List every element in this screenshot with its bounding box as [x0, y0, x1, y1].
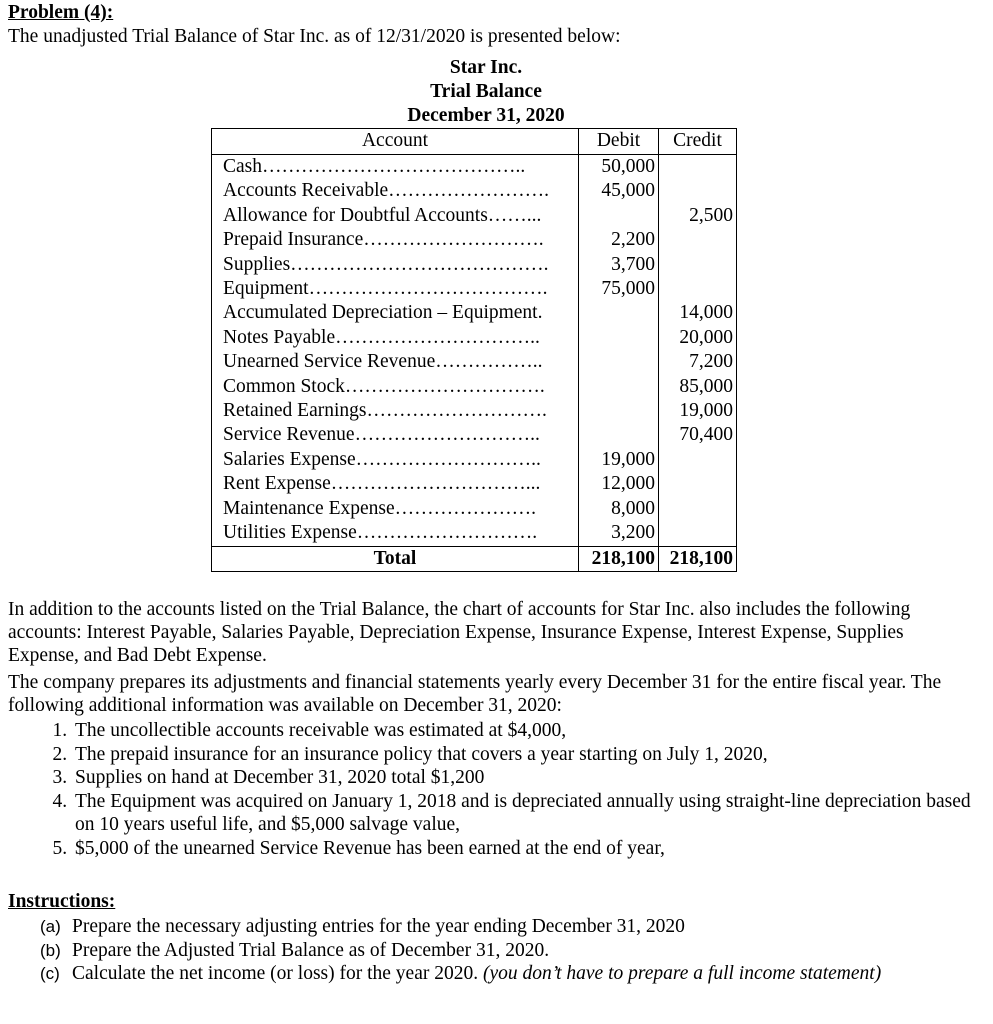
debit-amount [579, 326, 659, 350]
credit-amount: 14,000 [659, 301, 737, 325]
debit-amount: 12,000 [579, 472, 659, 496]
list-item: 4. The Equipment was acquired on January 1, 2018 and is depreciated annually using straight-line depreciation based on 10 years useful life, and $5,000 salvage value, [72, 790, 972, 837]
instruction-item [40, 915, 881, 939]
table-row [212, 448, 737, 472]
table-row [212, 423, 737, 447]
account-name: Common Stock…………………………. [212, 375, 579, 399]
debit-amount: 3,700 [579, 253, 659, 277]
debit-amount [579, 423, 659, 447]
account-name: Unearned Service Revenue…………….. [212, 350, 579, 374]
table-row [212, 375, 737, 399]
credit-amount [659, 448, 737, 472]
total-credit: 218,100 [659, 546, 737, 571]
company-info-paragraph: The company prepares its adjustments and financial statements yearly every December 31 for the entire fiscal year. The following additional information was available on December 31, 2020: [8, 672, 942, 716]
credit-amount [659, 253, 737, 277]
table-row [212, 399, 737, 423]
account-name: Salaries Expense……………………….. [212, 448, 579, 472]
table-row [212, 204, 737, 228]
credit-amount [659, 472, 737, 496]
debit-amount [579, 204, 659, 228]
table-row [212, 277, 737, 301]
account-name: Rent Expense…………………………... [212, 472, 579, 496]
credit-amount [659, 155, 737, 180]
debit-amount: 19,000 [579, 448, 659, 472]
table-header-row [212, 129, 737, 155]
credit-amount: 85,000 [659, 375, 737, 399]
list-item: 2. The prepaid insurance for an insurance policy that covers a year starting on July 1, 2020, [72, 743, 972, 767]
instruction-text: Prepare the necessary adjusting entries for the year ending December 31, 2020 [72, 916, 685, 937]
credit-amount [659, 179, 737, 203]
credit-amount [659, 521, 737, 546]
debit-amount [579, 350, 659, 374]
list-item: 1. The uncollectible accounts receivable was estimated at $4,000, [72, 719, 972, 743]
table-row [212, 228, 737, 252]
total-row [212, 546, 737, 571]
account-name: Maintenance Expense…………………. [212, 497, 579, 521]
instructions-list [40, 915, 881, 986]
list-item: 3. Supplies on hand at December 31, 2020 total $1,200 [72, 766, 972, 790]
instruction-note: (you don’t have to prepare a full income statement) [483, 963, 882, 984]
column-header-account: Account [212, 129, 579, 155]
debit-amount: 8,000 [579, 497, 659, 521]
problem-title: Problem (4): [8, 2, 114, 23]
account-name: Prepaid Insurance………………………. [212, 228, 579, 252]
credit-amount [659, 228, 737, 252]
instruction-label: (a) [40, 917, 61, 936]
credit-amount: 7,200 [659, 350, 737, 374]
credit-amount: 19,000 [659, 399, 737, 423]
credit-amount: 2,500 [659, 204, 737, 228]
instruction-label: (c) [40, 964, 60, 983]
credit-amount: 70,400 [659, 423, 737, 447]
instruction-item [40, 939, 881, 963]
trial-balance-table [211, 128, 737, 572]
account-name: Supplies…………………………………. [212, 253, 579, 277]
problem-intro: The unadjusted Trial Balance of Star Inc. as of 12/31/2020 is presented below: [8, 26, 621, 47]
account-name: Cash………………………………….. [212, 155, 579, 180]
table-row [212, 497, 737, 521]
instruction-item [40, 962, 881, 986]
debit-amount [579, 375, 659, 399]
debit-amount: 50,000 [579, 155, 659, 180]
list-item: 5. $5,000 of the unearned Service Revenue has been earned at the end of year, [72, 837, 972, 861]
account-name: Equipment………………………………. [212, 277, 579, 301]
instruction-text: Prepare the Adjusted Trial Balance as of December 31, 2020. [72, 939, 550, 961]
table-row [212, 301, 737, 325]
instruction-text: Calculate the net income (or loss) for the year 2020. [72, 963, 483, 984]
additional-info-list [40, 719, 972, 860]
table-row [212, 350, 737, 374]
account-name: Service Revenue……………………….. [212, 423, 579, 447]
account-name: Notes Payable………………………….. [212, 326, 579, 350]
instructions-title: Instructions: [8, 891, 116, 912]
credit-amount [659, 497, 737, 521]
account-name: Utilities Expense………………………. [212, 521, 579, 546]
total-label: Total [212, 546, 579, 571]
debit-amount [579, 399, 659, 423]
table-row [212, 472, 737, 496]
credit-amount [659, 277, 737, 301]
debit-amount: 2,200 [579, 228, 659, 252]
additional-accounts-paragraph: In addition to the accounts listed on the Trial Balance, the chart of accounts for Star Inc. also includes the following accounts: Interest Payable, Salaries Payable, Depreciation Expense, Insurance Expense, Interest Expense, Supplies Expense, and Bad Debt Expense. [8, 599, 911, 666]
debit-amount: 3,200 [579, 521, 659, 546]
table-row [212, 253, 737, 277]
table-row [212, 179, 737, 203]
account-name: Retained Earnings………………………. [212, 399, 579, 423]
debit-amount: 45,000 [579, 179, 659, 203]
credit-amount: 20,000 [659, 326, 737, 350]
account-name: Allowance for Doubtful Accounts……... [212, 204, 579, 228]
account-name: Accumulated Depreciation – Equipment. [212, 301, 579, 325]
table-row [212, 326, 737, 350]
instruction-label: (b) [40, 940, 61, 960]
table-row [212, 521, 737, 546]
debit-amount [579, 301, 659, 325]
table-row [212, 155, 737, 180]
total-debit: 218,100 [579, 546, 659, 571]
column-header-debit: Debit [579, 129, 659, 155]
account-name: Accounts Receivable……………………. [212, 179, 579, 203]
debit-amount: 75,000 [579, 277, 659, 301]
column-header-credit: Credit [659, 129, 737, 155]
